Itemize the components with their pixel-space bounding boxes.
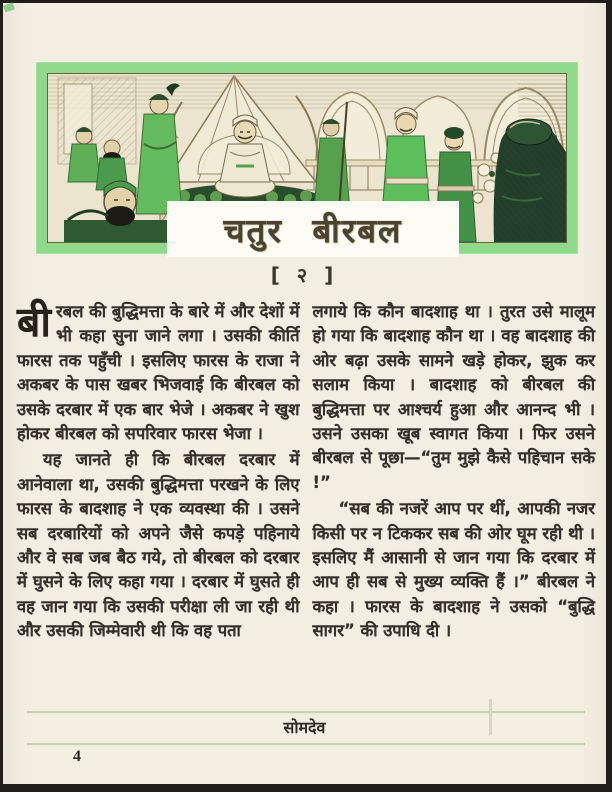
paragraph: “सब की नजरें आप पर थीं, आपकी नजर किसी पर न टिककर सब की ओर घूम रही थी । इसलिए मैं आसानी से जान गया कि दरबार में आप ही सब से मुख्य व्यक्ति हैं ।” बीरबल ने कहा । फारस के बादशाह ने उसको “बुद्धि सागर” की उपाधि दी । bbox=[312, 499, 595, 641]
text-columns bbox=[17, 300, 595, 644]
paragraph-text: रबल की बुद्धिमत्ता के बारे में और देशों में भी कहा सुना जाने लगा । उसकी कीर्ति फारस तक पहुँची । इसलिए फारस के राजा ने अकबर के पास खबर भिजवाई कि बीरबल को उसके दरबार में एक बार भेजे । अकबर ने खुश होकर बीरबल को सपरिवार फारस भेजा । bbox=[17, 302, 300, 444]
footer-rule-top bbox=[27, 711, 585, 713]
title-banner bbox=[167, 201, 459, 257]
scan-corner-mark bbox=[3, 3, 15, 13]
paragraph: यह जानते ही कि बीरबल दरबार में आनेवाला था, उसकी बुद्धिमत्ता परखने के लिए फारस के बादशाह ने एक व्यवस्था की । उसने सब दरबारियों को अपने जैसे कपड़े पहिनाये और वे सब जब बैठ गये, तो बीरबल को दरबार में घुसने के लिए कहा गया । दरबार में घुसते ही वह जान गया कि उसकी परीक्षा ली जा रही थी और उसकी जिम्मेवारी थी कि वह पता bbox=[17, 450, 300, 641]
section-number: [ २ ] bbox=[270, 263, 339, 287]
paragraph bbox=[17, 300, 300, 446]
drop-cap: बी bbox=[17, 298, 52, 346]
left-column bbox=[17, 300, 300, 644]
scan-smudge bbox=[489, 699, 492, 735]
page-title: चतुर बीरबल bbox=[223, 210, 403, 250]
running-title: सोमदेव bbox=[283, 718, 326, 737]
right-column bbox=[313, 300, 596, 644]
book-page bbox=[3, 3, 606, 784]
page-number: 4 bbox=[73, 748, 81, 765]
paragraph: लगाये कि कौन बादशाह था । तुरत उसे मालूम हो गया कि बादशाह कौन था । वह बादशाह की ओर बढ़ा उसके सामने खड़े होकर, झुक कर सलाम किया । बादशाह को बीरबल की बुद्धिमत्ता पर आश्चर्य हुआ और आनन्द भी । उसने उसका खूब स्वागत किया । फिर उसने बीरबल से पूछा—“तुम मुझे कैसे पहिचान सके !” bbox=[312, 302, 595, 492]
footer-rule-bottom bbox=[27, 743, 585, 745]
